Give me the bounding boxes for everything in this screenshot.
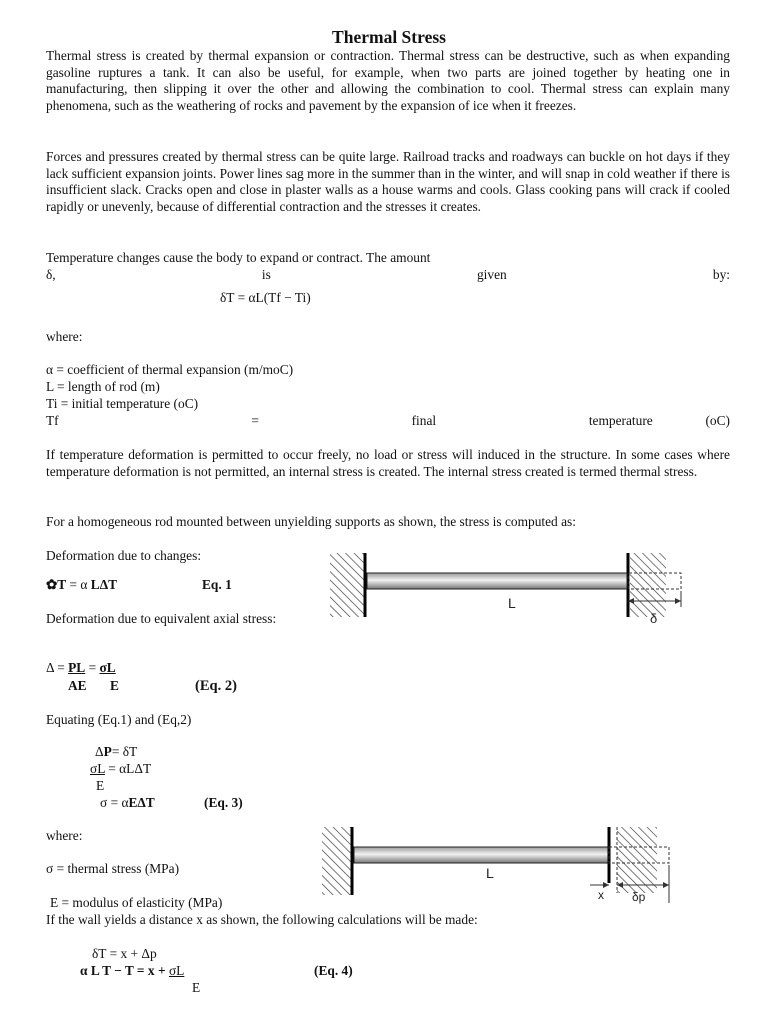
equation-4-denominator: E xyxy=(192,980,201,995)
yielding-wall-diagram xyxy=(320,823,700,913)
stress-induced-paragraph: If temperature deformation is permitted to occur freely, no load or stress will induced in the structure. In some cases where temperature deformation is not permitted, an internal stress is created. The internal stress created is termed thermal stress. xyxy=(46,447,730,479)
length-label: L xyxy=(508,595,516,611)
definition-modulus: E = modulus of elasticity (MPa) xyxy=(50,895,223,910)
intro-paragraph: Thermal stress is created by thermal expansion or contraction. Thermal stress can be destructive, such as when expanding gasoline ruptures a tank. It can also be useful, for example, when two parts are joined together by heating one in manufacturing, then slipping it over the other and allowing the combination to cool. Thermal stress can explain many phenomena, such as the weathering of rocks and pavement by the expansion of ice when it freezes. xyxy=(46,48,730,113)
definition-alpha: α = coefficient of thermal expansion (m/moC) xyxy=(46,362,294,377)
where-label-2: where: xyxy=(46,828,83,843)
fixed-rod-diagram xyxy=(320,545,700,635)
equation-3b-denominator: E xyxy=(96,778,105,793)
definition-initial-temp: Ti = initial temperature (oC) xyxy=(46,396,199,411)
thermal-deformation-formula: δT = αL(Tf − Ti) xyxy=(220,290,311,305)
temperature-sentence: Temperature changes cause the body to expand or contract. The amount xyxy=(46,250,431,265)
deformation-changes-label: Deformation due to changes: xyxy=(46,548,202,563)
equation-4: α L T − T = x + σL (Eq. 4) xyxy=(80,963,353,978)
where-label: where: xyxy=(46,329,83,344)
equation-1: ✿T = α LΔT Eq. 1 xyxy=(46,577,232,592)
page-title: Thermal Stress xyxy=(332,27,446,47)
temperature-sentence-continued: δ, is given by: xyxy=(46,267,730,282)
equation-3: σ = αEΔT (Eq. 3) xyxy=(100,795,243,810)
left-wall xyxy=(330,553,364,617)
homogeneous-rod-sentence: For a homogeneous rod mounted between unyielding supports as shown, the stress is computed as: xyxy=(46,514,576,529)
equation-3a: ΔP= δT xyxy=(95,744,138,759)
equation-4a: δT = x + Δp xyxy=(92,946,157,961)
equation-3b: σL = αLΔT xyxy=(90,761,152,776)
x-label: x xyxy=(598,888,604,902)
definition-final-temp: Tf = final temperature (oC) xyxy=(46,413,730,428)
rod xyxy=(367,573,627,589)
equation-2-denominators: AE E (Eq. 2) xyxy=(68,678,237,694)
definition-length: L = length of rod (m) xyxy=(46,379,160,394)
equating-label: Equating (Eq.1) and (Eq,2) xyxy=(46,712,192,727)
deformation-axial-label: Deformation due to equivalent axial stress: xyxy=(46,611,277,626)
delta-label: δ xyxy=(650,611,658,626)
right-wall xyxy=(630,553,666,617)
length-label: L xyxy=(486,865,494,881)
left-wall xyxy=(322,827,352,895)
rod xyxy=(354,847,608,863)
definition-sigma: σ = thermal stress (MPa) xyxy=(46,861,180,876)
delta-p-label: δp xyxy=(632,890,646,904)
wall-yields-sentence: If the wall yields a distance x as shown, the following calculations will be made: xyxy=(46,912,478,927)
equation-2: Δ = PL = σL xyxy=(46,660,116,675)
forces-paragraph: Forces and pressures created by thermal stress can be quite large. Railroad tracks and roadways can buckle on hot days if they lack sufficient expansion joints. Power lines sag more in the summer than in the winter, and will snap in cold weather if there is insufficient slack. Cracks open and close in plaster walls as a house warms and cools. Glass cooking pans will crack if cooled rapidly or unevenly, because of differential contraction and the stresses it creates. xyxy=(46,149,730,214)
